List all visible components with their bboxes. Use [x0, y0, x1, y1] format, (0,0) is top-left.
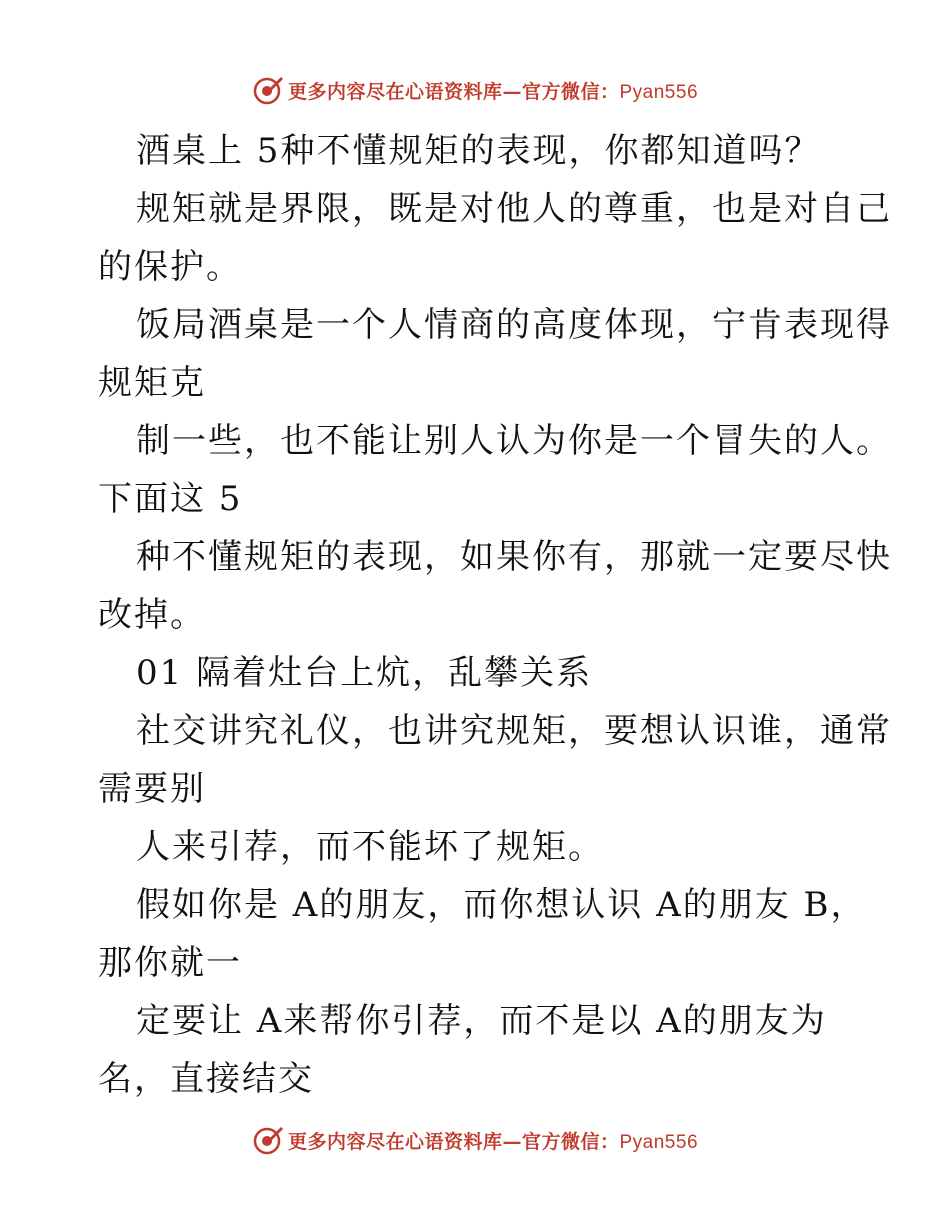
paragraph-line: 人来引荐，而不能坏了规矩。 — [136, 827, 604, 867]
paragraph-line: 制一些，也不能让别人认为你是一个冒失的人。 — [136, 421, 892, 461]
footer-banner — [0, 1120, 950, 1160]
wechat-id: Pyan556 — [619, 1131, 699, 1153]
paragraph-line: 下面这 5 — [98, 479, 243, 519]
paragraph-line: 社交讲究礼仪，也讲究规矩，要想认识谁，通常 — [136, 711, 892, 751]
paragraph-line: 假如你是 A的朋友，而你想认识 A的朋友 B， — [136, 885, 867, 925]
paragraph-line: 种不懂规矩的表现，如果你有，那就一定要尽快 — [136, 537, 892, 577]
paragraph-line: 名，直接结交 — [98, 1059, 314, 1099]
title-line: 酒桌上 5种不懂规矩的表现，你都知道吗？ — [136, 131, 821, 171]
document-body — [98, 122, 892, 1108]
paragraph-line: 规矩就是界限，既是对他人的尊重，也是对自己 — [136, 189, 892, 229]
paragraph-line: 需要别 — [98, 769, 206, 809]
paragraph-line: 规矩克 — [98, 363, 206, 403]
red-pen-logo-icon — [252, 1124, 284, 1156]
wechat-id: Pyan556 — [619, 81, 699, 103]
header-banner — [0, 70, 950, 110]
red-pen-logo-icon — [252, 74, 284, 106]
section-heading: 01 隔着灶台上炕，乱攀关系 — [136, 653, 593, 693]
banner-text: 更多内容尽在心语资料库—官方微信：Pyan556 — [287, 80, 699, 103]
paragraph-line: 改掉。 — [98, 595, 206, 635]
paragraph-line: 定要让 A来帮你引荐，而不是以 A的朋友为 — [136, 1001, 827, 1041]
banner-text: 更多内容尽在心语资料库—官方微信：Pyan556 — [287, 1130, 699, 1153]
paragraph-line: 那你就一 — [98, 943, 242, 983]
paragraph-line: 的保护。 — [98, 247, 242, 287]
paragraph-line: 饭局酒桌是一个人情商的高度体现，宁肯表现得 — [136, 305, 892, 345]
